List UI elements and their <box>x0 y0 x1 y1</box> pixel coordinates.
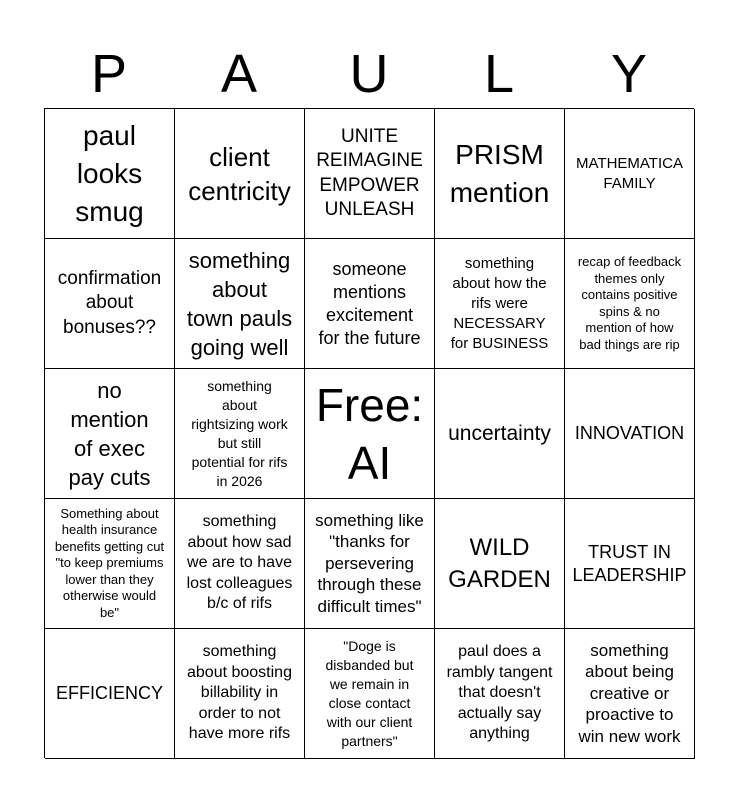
bingo-cell-r5c5[interactable] <box>565 629 695 759</box>
bingo-cell-r5c3[interactable] <box>305 629 435 759</box>
header-letter-u: U <box>349 44 389 104</box>
bingo-cell-text: "Doge is disbanded but we remain in close contact with our client partners" <box>325 637 414 749</box>
bingo-cell-r2c1[interactable] <box>45 239 175 369</box>
bingo-cell-r4c1[interactable] <box>45 499 175 629</box>
bingo-cell-text: Something about health insurance benefits getting cut "to keep premiums lower than they otherwise would be" <box>54 505 165 620</box>
header-letter-a: A <box>220 44 258 104</box>
bingo-cell-text: WILD GARDEN <box>448 533 551 593</box>
bingo-cell-r3c1[interactable] <box>45 369 175 499</box>
bingo-cell-r1c3[interactable] <box>305 109 435 239</box>
bingo-cell-r2c3[interactable] <box>305 239 435 369</box>
bingo-cell-r1c1[interactable] <box>45 109 175 239</box>
bingo-cell-text: something about how the rifs were NECESSARY for BUSINESS <box>450 254 549 352</box>
bingo-cell-text: no mention of exec pay cuts <box>68 377 151 490</box>
bingo-cell-r4c3[interactable] <box>305 499 435 629</box>
header-letter-l: L <box>483 44 515 104</box>
bingo-cell-text: something about boosting billability in order to not have more rifs <box>187 643 292 743</box>
bingo-cell-text: confirmation about bonuses?? <box>57 267 162 338</box>
bingo-cell-r5c1[interactable] <box>45 629 175 759</box>
bingo-cell-r4c2[interactable] <box>175 499 305 629</box>
bingo-cell-r3c2[interactable] <box>175 369 305 499</box>
bingo-cell-text: EFFICIENCY <box>55 683 163 703</box>
header-letter-y: Y <box>610 44 648 104</box>
bingo-cell-text: UNITE REIMAGINE EMPOWER UNLEASH <box>316 125 423 220</box>
free-space-text: Free: AI <box>315 378 424 489</box>
bingo-cell-text: paul looks smug <box>75 119 144 227</box>
bingo-cell-free-space[interactable] <box>305 369 435 499</box>
bingo-cell-text: someone mentions excitement for the future <box>318 258 421 348</box>
bingo-cell-r2c2[interactable] <box>175 239 305 369</box>
bingo-cell-text: paul does a rambly tangent that doesn't actually say anything <box>446 643 553 743</box>
bingo-cell-text: something about how sad we are to have lost colleagues b/c of rifs <box>186 513 293 613</box>
bingo-cell-r5c4[interactable] <box>435 629 565 759</box>
bingo-cell-text: INNOVATION <box>574 423 685 443</box>
bingo-board <box>44 108 694 758</box>
bingo-cell-r2c5[interactable] <box>565 239 695 369</box>
bingo-cell-r1c5[interactable] <box>565 109 695 239</box>
bingo-cell-text: uncertainty <box>448 421 551 445</box>
bingo-cell-r2c4[interactable] <box>435 239 565 369</box>
bingo-cell-text: MATHEMATICA FAMILY <box>576 154 683 192</box>
bingo-cell-r3c5[interactable] <box>565 369 695 499</box>
bingo-cell-r5c2[interactable] <box>175 629 305 759</box>
bingo-cell-r4c4[interactable] <box>435 499 565 629</box>
bingo-cell-r1c4[interactable] <box>435 109 565 239</box>
bingo-cell-text: recap of feedback themes only contains positive spins & no mention of how bad things are rip <box>577 254 682 352</box>
bingo-cell-text: something like "thanks for persevering through these difficult times" <box>315 510 424 616</box>
bingo-cell-r3c4[interactable] <box>435 369 565 499</box>
bingo-cell-text: something about town pauls going well <box>186 247 293 360</box>
bingo-cell-r1c2[interactable] <box>175 109 305 239</box>
bingo-cell-text: TRUST IN LEADERSHIP <box>572 541 687 585</box>
bingo-cell-text: PRISM mention <box>449 138 550 208</box>
bingo-cell-text: something about being creative or proactive to win new work <box>578 640 681 746</box>
bingo-cell-r4c5[interactable] <box>565 499 695 629</box>
bingo-header <box>44 40 694 108</box>
bingo-cell-text: client centricity <box>188 141 291 206</box>
header-letter-p: P <box>90 44 128 104</box>
bingo-cell-text: something about rightsizing work but still potential for rifs in 2026 <box>191 377 288 489</box>
